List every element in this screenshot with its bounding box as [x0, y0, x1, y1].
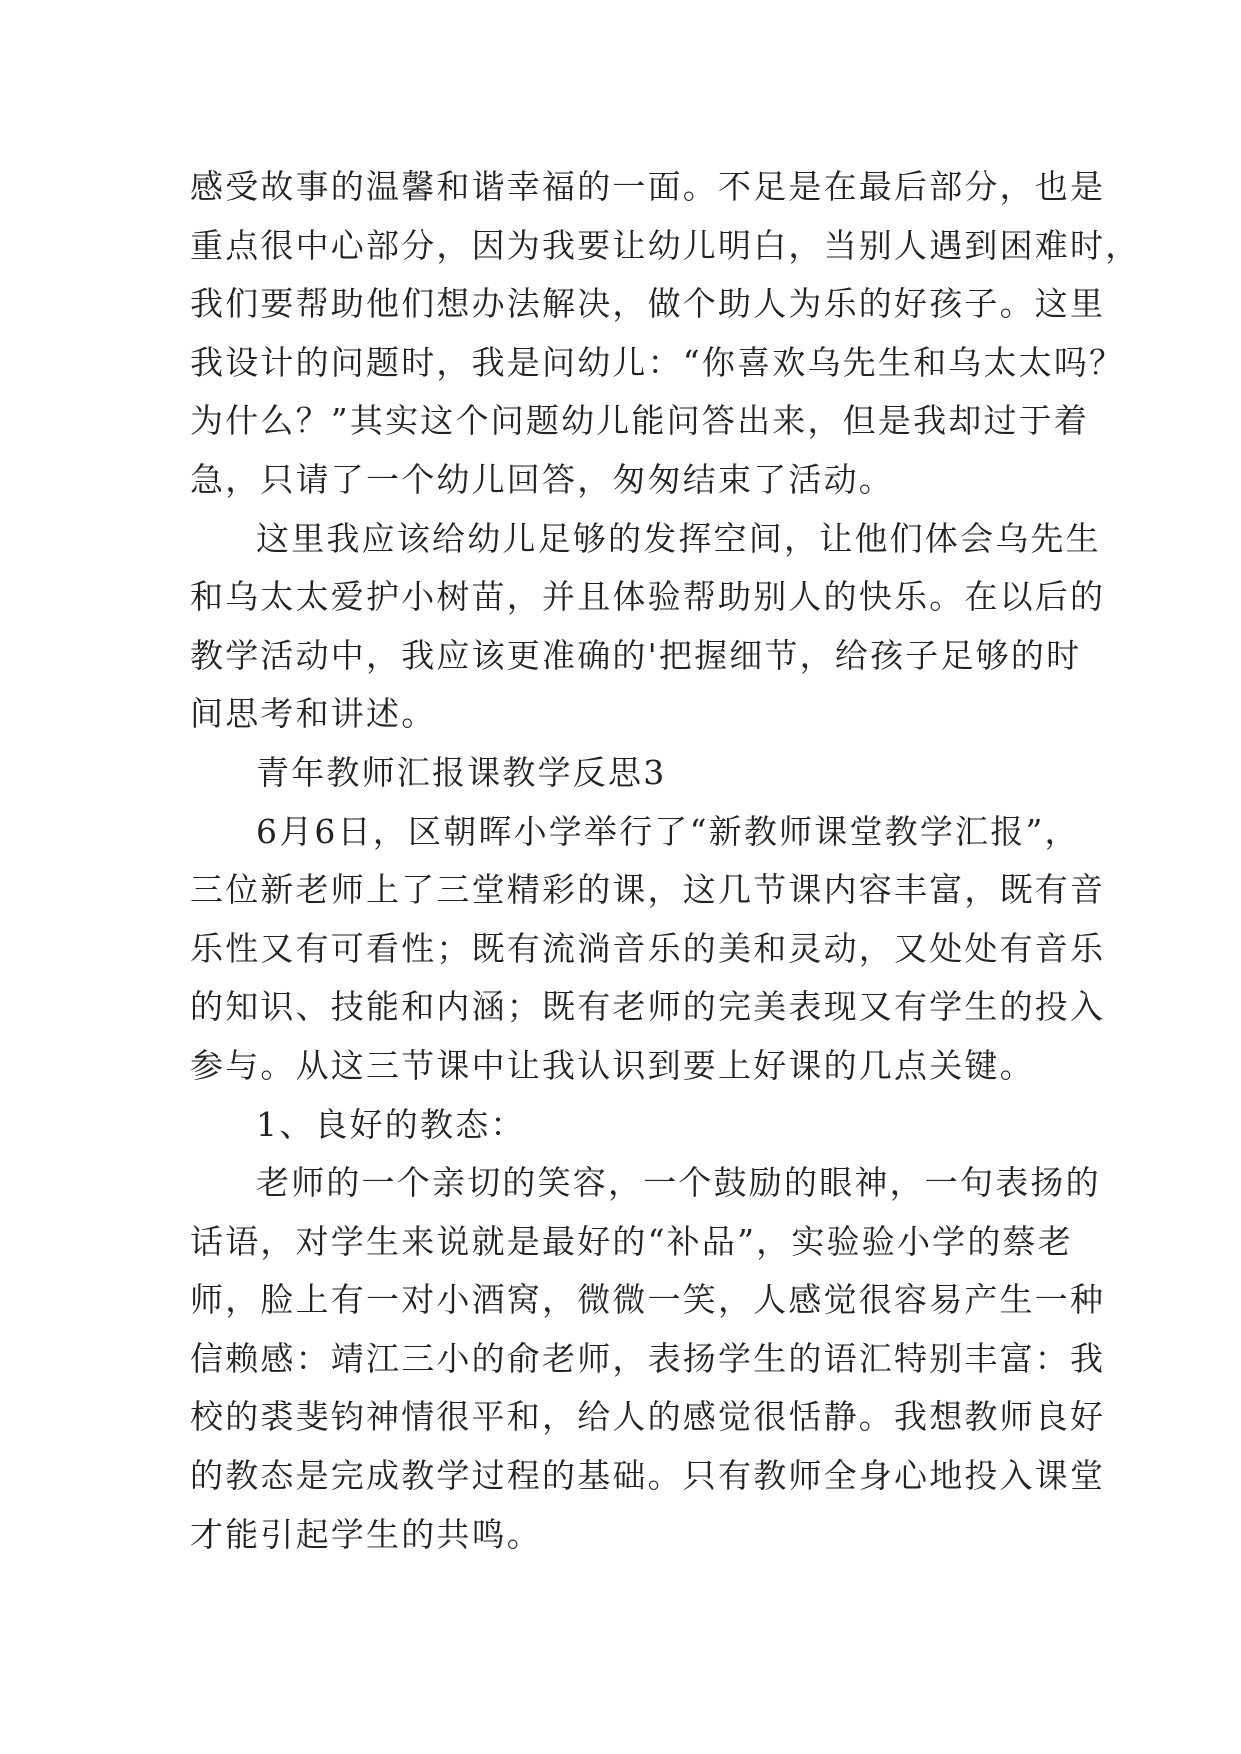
text-line: 师，脸上有一对小酒窝，微微一笑，人感觉很容易产生一种: [190, 1280, 1106, 1320]
document-body: [190, 158, 1141, 1564]
text-line: 的知识、技能和内涵；既有老师的完美表现又有学生的投入: [190, 987, 1106, 1027]
text-line: 急，只请了一个幼儿回答，匆匆结束了活动。: [190, 459, 894, 499]
text-line: 才能引起学生的共鸣。: [190, 1514, 542, 1554]
text-line: 乐性又有可看性；既有流淌音乐的美和灵动，又处处有音乐: [190, 928, 1106, 968]
text-line: 参与。从这三节课中让我认识到要上好课的几点关键。: [190, 1045, 1035, 1085]
text-line: 话语，对学生来说就是最好的“补品”，实验验小学的蔡老: [190, 1221, 1073, 1261]
text-line: 间思考和讲述。: [190, 694, 437, 734]
text-line: 信赖感：靖江三小的俞老师，表扬学生的语汇特别丰富：我: [190, 1338, 1106, 1378]
list-item-heading: 1、良好的教态：: [256, 1104, 526, 1144]
text-line: 三位新老师上了三堂精彩的课，这几节课内容丰富，既有音: [190, 870, 1106, 910]
section-heading: 青年教师汇报课教学反思3: [256, 752, 667, 792]
paragraph-start-line: 老师的一个亲切的笑容，一个鼓励的眼神，一句表扬的: [256, 1163, 1101, 1203]
text-line: 和乌太太爱护小树苗，并且体验帮助别人的快乐。在以后的: [190, 577, 1106, 617]
text-line: 为什么？”其实这个问题幼儿能问答出来，但是我却过于着: [190, 401, 1090, 441]
text-line: 校的裘斐钧神情很平和，给人的感觉很恬静。我想教师良好: [190, 1397, 1106, 1437]
text-line: 我设计的问题时，我是问幼儿：“你喜欢乌先生和乌太太吗？: [190, 342, 1125, 382]
text-line: 感受故事的温馨和谐幸福的一面。不足是在最后部分，也是: [190, 167, 1106, 206]
paragraph-start-line: 6月6日，区朝晖小学举行了“新教师课堂教学汇报”，: [256, 811, 1080, 851]
paragraph-start-line: 这里我应该给幼儿足够的发挥空间，让他们体会乌先生: [256, 518, 1101, 558]
text-line: 我们要帮助他们想办法解决，做个助人为乐的好孩子。这里: [190, 284, 1106, 324]
text-line: 的教态是完成教学过程的基础。只有教师全身心地投入课堂: [190, 1456, 1106, 1496]
text-line: 重点很中心部分，因为我要让幼儿明白，当别人遇到困难时，: [190, 225, 1141, 265]
text-line: 教学活动中，我应该更准确的'把握细节，给孩子足够的时: [190, 635, 1082, 675]
